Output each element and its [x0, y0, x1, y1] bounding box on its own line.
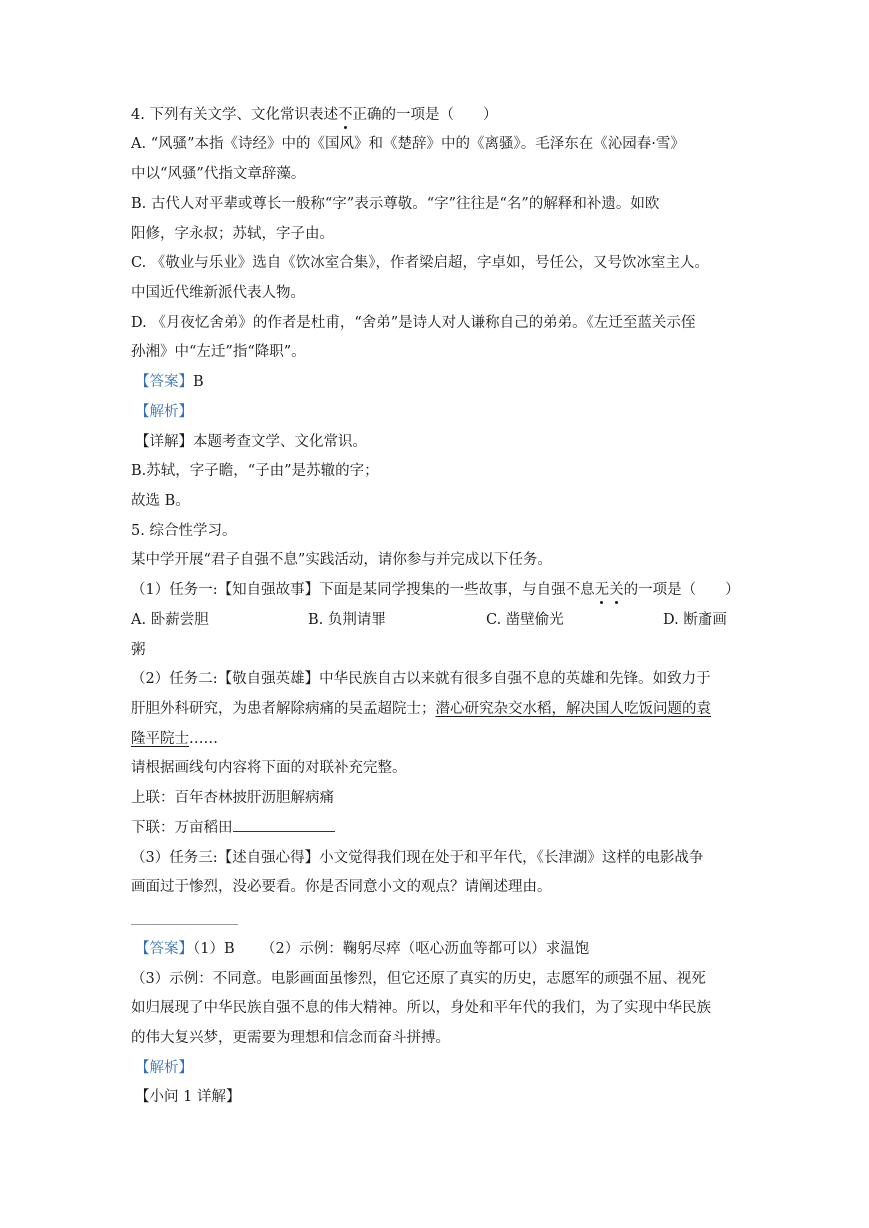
q5-task3-line1: （3）任务三:【述自强心得】小文觉得我们现在处于和平年代，《长津湖》这样的电影战争: [131, 850, 704, 866]
q4-option-a-line2: 中以“风骚”代指文章辞藻。: [131, 166, 306, 182]
underlined-sentence: 潜心研究杂交水稻，解决国人吃饭问题的袁: [435, 701, 711, 717]
q4-answer: 【答案】B: [135, 374, 204, 390]
q5-task1: （1）任务一:【知自强故事】下面是某同学搜集的一些故事，与自强不息无关的一项是（ ）: [131, 582, 740, 598]
q4-option-c-line2: 中国近代维新派代表人物。: [131, 285, 305, 301]
q5-answer-2: （2）示例：鞠躬尽瘁（呕心沥血等都可以）求温饱: [261, 941, 590, 957]
answer-blank-line: [131, 924, 238, 925]
q4-option-d-line1: D. 《月夜忆舍弟》的作者是杜甫，“舍弟”是诗人对人谦称自己的弟弟。《左迁至蓝关示侄: [131, 315, 696, 331]
q4-detail: 【详解】本题考查文学、文化常识。: [135, 434, 367, 450]
emphasis-dot: 关: [609, 582, 624, 598]
emphasis-dot: 无: [594, 582, 610, 598]
couplet-lower: 下联：万亩稻田: [131, 818, 335, 838]
q5-option-b: B. 负荆请罪: [308, 612, 386, 628]
q4-detail-2: B.苏轼，字子瞻，“子由”是苏辙的字；: [131, 463, 379, 479]
q4-option-c-line1: C. 《敬业与乐业》选自《饮冰室合集》，作者梁启超，字卓如，号任公，又号饮冰室主人。: [131, 255, 710, 271]
underlined-sentence: 隆平院士: [131, 731, 189, 747]
q5-task2-line3: 隆平院士……: [131, 731, 218, 747]
q5-option-a: A. 卧薪尝胆: [131, 612, 209, 628]
answer-label: 【答案】: [135, 941, 193, 957]
q5-option-d-wrap: 粥: [131, 642, 146, 658]
q4-option-b-line2: 阳修，字永叔；苏轼，字子由。: [131, 226, 334, 242]
q5-options: [131, 610, 741, 630]
q5-option-c: C. 凿壁偷光: [486, 612, 564, 628]
q4-option-a-line1: A. “风骚”本指《诗经》中的《国风》和《楚辞》中的《离骚》。毛泽东在《沁园春·雪》: [131, 136, 685, 152]
answer-label: 【答案】: [135, 374, 193, 390]
q5-task2-line1: （2）任务二:【敬自强英雄】中华民族自古以来就有很多自强不息的英雄和先锋。如致力于: [131, 671, 711, 687]
q5-answer: 【答案】（1）B （2）示例：鞠躬尽瘁（呕心沥血等都可以）求温饱: [135, 941, 590, 957]
q5-option-d: D. 断齑画: [663, 612, 727, 628]
q5-analysis-label: 【解析】: [135, 1060, 193, 1076]
q4-choose: 故选 B。: [131, 493, 190, 509]
q4-option-d-line2: 孙湘》中“左迁”指“降职”。: [131, 344, 306, 360]
q5-task2-instruction: 请根据画线句内容将下面的对联补充完整。: [131, 760, 407, 776]
q5-sub1-heading: 【小问 1 详解】: [135, 1089, 241, 1105]
answer-blank: [233, 819, 335, 832]
q5-answer-3-line2: 如归展现了中华民族自强不息的伟大精神。所以，身处和平年代的我们，为了实现中华民族: [131, 1000, 711, 1016]
q5-answer-3-line3: 的伟大复兴梦，更需要为理想和信念而奋斗拼搏。: [131, 1030, 450, 1046]
q4-analysis-label: 【解析】: [135, 404, 193, 420]
q5-stem: 5. 综合性学习。: [131, 523, 237, 539]
emphasis-dot: 不: [337, 107, 353, 123]
couplet-upper: 上联：百年杏林披肝沥胆解病痛: [131, 790, 334, 806]
q5-task2-line2: 肝胆外科研究，为患者解除病痛的吴孟超院士；潜心研究杂交水稻，解决国人吃饭问题的袁: [131, 701, 711, 717]
q5-answer-3-line1: （3）示例：不同意。电影画面虽惨烈，但它还原了真实的历史，志愿军的顽强不屈、视死: [131, 971, 706, 987]
q5-intro: 某中学开展“君子自强不息”实践活动，请你参与并完成以下任务。: [131, 552, 552, 568]
q4-stem: 4. 下列有关文学、文化常识表述不正确的一项是（ ）: [131, 107, 498, 123]
q4-option-b-line1: B. 古代人对平辈或尊长一般称“字”表示尊敬。“字”往往是“名”的解释和补遗。如欧: [131, 196, 660, 212]
q5-task3-line2: 画面过于惨烈，没必要看。你是否同意小文的观点？请阐述理由。: [131, 879, 552, 895]
